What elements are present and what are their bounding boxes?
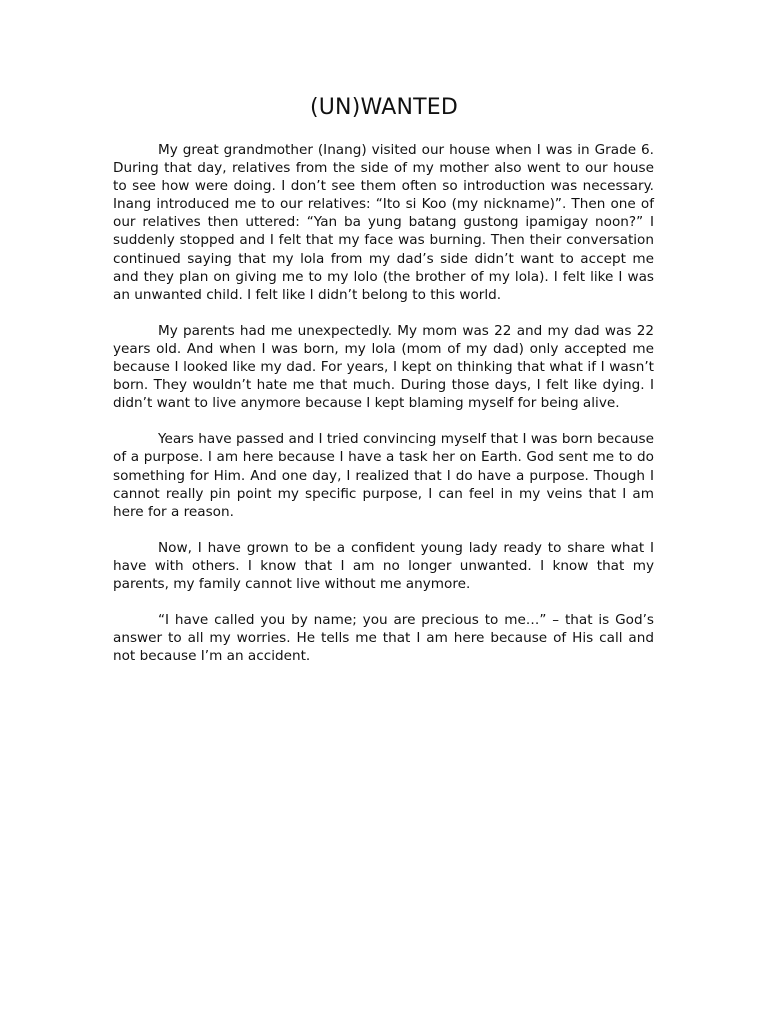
document-title: (UN)WANTED — [309, 95, 459, 120]
document-body — [113, 141, 654, 683]
paragraph-1: My great grandmother (Inang) visited our house when I was in Grade 6. During that day, relatives from the side of my mother also went to our house to see how were doing. I don’t see them often so introduction was necessary. Inang introduced me to our relatives: “Ito si Koo (my nickname)”. Then one of our relatives then uttered: “Yan ba yung batang gustong ipamigay noon?” I suddenly stopped and I felt that my face was burning. Then their conversation continued saying that my lola from my dad’s side didn’t want to accept me and they plan on giving me to my lolo (the brother of my lola). I felt like I was an unwanted child. I felt like I didn’t belong to this world. — [113, 142, 654, 303]
paragraph-5: “I have called you by name; you are precious to me…” – that is God’s answer to all my worries. He tells me that I am here because of His call and not because I’m an accident. — [113, 612, 654, 665]
paragraph-3: Years have passed and I tried convincing myself that I was born because of a purpose. I am here because I have a task her on Earth. God sent me to do something for Him. And one day, I realized that I do have a purpose. Though I cannot really pin point my specific purpose, I can feel in my veins that I am here for a reason. — [113, 431, 654, 520]
paragraph-4: Now, I have grown to be a confident young lady ready to share what I have with others. I know that I am no longer unwanted. I know that my parents, my family cannot live without me anymore. — [113, 539, 654, 592]
paragraph-2: My parents had me unexpectedly. My mom was 22 and my dad was 22 years old. And when I was born, my lola (mom of my dad) only accepted me because I looked like my dad. For years, I kept on thinking that what if I wasn’t born. They wouldn’t hate me that much. During those days, I felt like dying. I didn’t want to live anymore because I kept blaming myself for being alive. — [113, 322, 654, 412]
